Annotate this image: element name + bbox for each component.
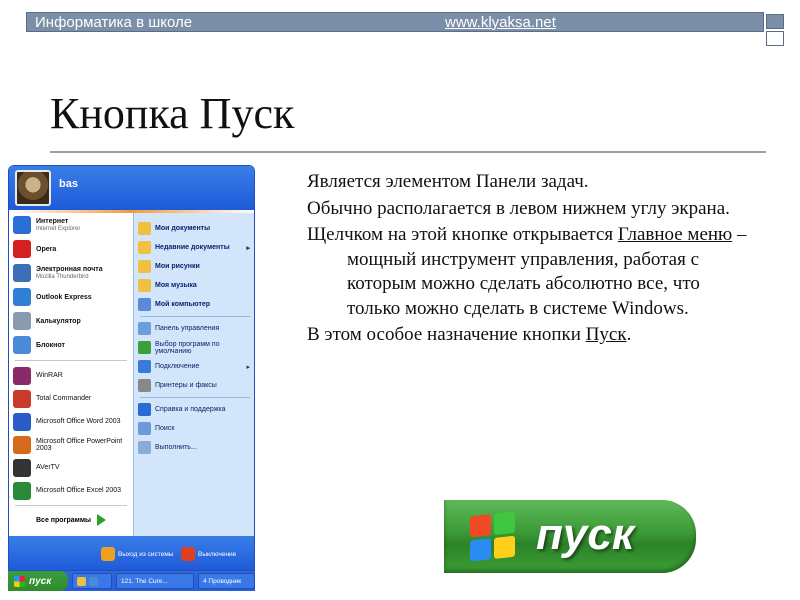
recent-program-item[interactable] <box>9 364 133 387</box>
start-menu-place-label: Подключение <box>155 363 200 370</box>
start-menu-item-text <box>36 318 81 325</box>
logoff-button[interactable] <box>101 546 173 562</box>
start-menu-item[interactable] <box>9 261 133 285</box>
start-menu-place-label: Моя музыка <box>155 282 197 289</box>
default-programs-icon <box>138 341 151 354</box>
start-menu-item-text <box>36 294 92 301</box>
start-menu-screenshot <box>8 165 255 571</box>
start-menu-item[interactable] <box>9 213 133 237</box>
title-divider <box>50 151 766 153</box>
start-menu-right-pane <box>133 213 255 536</box>
start-menu-footer <box>9 536 255 571</box>
taskbar-start-button[interactable] <box>8 571 68 591</box>
start-menu-place-label: Выбор программ по умолчанию <box>155 340 220 355</box>
taskbar-window-button[interactable] <box>116 573 194 589</box>
recent-program-label: Microsoft Office Excel 2003 <box>36 487 122 494</box>
start-menu-place-item[interactable] <box>134 376 255 395</box>
site-url-link[interactable]: www.klyaksa.net <box>445 14 556 31</box>
start-menu-item-label: Калькулятор <box>36 317 81 325</box>
start-menu-item[interactable] <box>9 333 133 357</box>
slide-body <box>307 170 747 350</box>
start-menu-place-label: Панель управления <box>155 325 220 332</box>
menu-separator <box>140 316 250 317</box>
start-menu-place-item[interactable] <box>134 257 255 276</box>
winrar-icon <box>13 367 31 385</box>
menu-separator <box>15 505 127 506</box>
header-decoration-square <box>766 14 784 29</box>
start-menu-place-label: Принтеры и факсы <box>155 382 217 389</box>
start-menu-place-label: Мой компьютер <box>155 301 211 308</box>
start-menu-item-text <box>36 342 65 349</box>
power-icon <box>181 547 195 561</box>
start-menu-item[interactable] <box>9 237 133 261</box>
taskbar <box>8 571 255 591</box>
notepad-icon <box>13 336 31 354</box>
windows-flag-icon <box>470 512 516 563</box>
submenu-arrow-icon: ▸ <box>246 363 250 371</box>
avertv-icon <box>13 459 31 477</box>
excel-icon <box>13 482 31 500</box>
word-icon <box>13 413 31 431</box>
control-panel-icon <box>138 322 151 335</box>
recent-program-item[interactable] <box>9 410 133 433</box>
start-link[interactable]: Пуск <box>585 324 627 345</box>
start-menu-item-label: Электронная почта <box>36 266 103 273</box>
menu-separator <box>15 360 127 361</box>
start-menu-item-label: Outlook Express <box>36 293 92 301</box>
bullet-4-text: В этом особое назначение кнопки <box>307 324 586 345</box>
tools-list <box>134 400 255 457</box>
bullet-2: Обычно располагается в левом нижнем углу экрана. <box>307 197 730 219</box>
search-icon <box>138 422 151 435</box>
site-title: Информатика в школе <box>35 14 193 31</box>
start-menu-item[interactable] <box>9 285 133 309</box>
recent-program-item[interactable] <box>9 433 133 456</box>
header-decoration-square <box>766 31 784 46</box>
opera-icon <box>13 240 31 258</box>
my-computer-icon <box>138 298 151 311</box>
bullet-4-period: . <box>626 324 632 345</box>
start-menu-place-label: Недавние документы <box>155 244 230 251</box>
recent-program-item[interactable] <box>9 387 133 410</box>
logoff-label: Выход из системы <box>118 550 174 558</box>
bullet-3 <box>307 223 747 321</box>
calculator-icon <box>13 312 31 330</box>
quick-launch-icon <box>77 577 86 586</box>
my-music-icon <box>138 279 151 292</box>
recent-programs <box>9 364 133 502</box>
start-menu-item-text <box>36 246 56 253</box>
my-documents-icon <box>138 222 151 235</box>
recent-program-label: WinRAR <box>36 372 63 379</box>
user-avatar <box>15 170 51 206</box>
taskbar-start-label: пуск <box>29 575 52 587</box>
recent-program-label: AVerTV <box>36 464 60 471</box>
start-button-label: пуск <box>536 510 635 559</box>
taskbar-window-label: 4 Проводник <box>203 577 242 585</box>
start-menu-place-item[interactable] <box>134 338 255 357</box>
main-menu-link[interactable]: Главное меню <box>617 224 733 245</box>
start-menu-place-item[interactable] <box>134 438 255 457</box>
start-menu-place-item[interactable] <box>134 295 255 314</box>
start-menu-place-item[interactable] <box>134 400 255 419</box>
quick-launch[interactable] <box>72 573 112 589</box>
run-icon <box>138 441 151 454</box>
menu-separator <box>140 397 250 398</box>
printers-icon <box>138 379 151 392</box>
taskbar-window-label: 121. The Cure... <box>121 577 168 585</box>
thunderbird-icon <box>13 264 31 282</box>
start-menu-place-item[interactable] <box>134 238 255 257</box>
total-commander-icon <box>13 390 31 408</box>
start-menu-item-label: Блокнот <box>36 341 65 349</box>
start-menu-place-label: Мои документы <box>155 225 211 232</box>
connect-icon <box>138 360 151 373</box>
bullet-3-text-rest: – мощный инструмент управления, работая с которым можно сделать абсолютно все, что только можно сделать в системе Windows. <box>347 224 747 319</box>
settings-list <box>134 319 255 395</box>
start-menu-place-item[interactable] <box>134 419 255 438</box>
start-menu-place-item[interactable] <box>134 357 255 376</box>
pinned-programs <box>9 213 133 357</box>
outlook-express-icon <box>13 288 31 306</box>
recent-program-label: Microsoft Office Word 2003 <box>36 418 121 425</box>
start-menu-item-text <box>36 218 80 232</box>
start-menu-item-label: Opera <box>36 245 57 253</box>
recent-program-item[interactable] <box>9 479 133 502</box>
site-header-bar <box>26 12 764 32</box>
start-menu-place-label: Мои рисунки <box>155 263 200 270</box>
my-pictures-icon <box>138 260 151 273</box>
start-menu-place-label: Поиск <box>155 425 175 432</box>
all-programs-row <box>9 509 133 531</box>
start-menu-item-sublabel: Internet Explorer <box>36 226 81 232</box>
start-menu-place-item[interactable] <box>134 219 255 238</box>
play-arrow-icon <box>97 514 106 526</box>
shutdown-button[interactable] <box>181 546 236 562</box>
powerpoint-icon <box>13 436 31 454</box>
start-menu-item-text <box>36 266 103 280</box>
slide-title: Кнопка Пуск <box>50 89 295 138</box>
logoff-icon <box>101 547 115 561</box>
start-menu-place-item[interactable] <box>134 319 255 338</box>
start-menu-place-label: Выполнить... <box>155 444 197 451</box>
start-menu-item-label: Интернет <box>36 218 69 225</box>
start-menu-header <box>9 166 254 210</box>
recent-program-item[interactable] <box>9 456 133 479</box>
windows-logo-icon <box>14 576 25 587</box>
all-programs-button[interactable] <box>9 509 133 531</box>
start-menu-item[interactable] <box>9 309 133 333</box>
bullet-1: Является элементом Панели задач. <box>307 171 589 192</box>
bullet-4 <box>307 323 747 348</box>
quick-launch-icon <box>89 577 98 586</box>
internet-explorer-icon <box>13 216 31 234</box>
taskbar-window-button[interactable] <box>198 573 255 589</box>
recent-program-label: Total Commander <box>36 395 92 402</box>
recent-documents-icon <box>138 241 151 254</box>
recent-program-label: Microsoft Office PowerPoint 2003 <box>36 437 123 452</box>
all-programs-label: Все программы <box>36 516 91 524</box>
start-menu-left-pane <box>9 213 133 536</box>
start-button-image <box>444 500 696 573</box>
places-list <box>134 219 255 314</box>
user-name: bas <box>59 178 78 190</box>
bullet-3-text: Щелчком на этой кнопке открывается <box>307 224 618 245</box>
start-menu-place-label: Справка и поддержка <box>155 406 226 413</box>
help-icon <box>138 403 151 416</box>
start-menu-item-sublabel: Mozilla Thunderbird <box>36 274 89 280</box>
shutdown-label: Выключение <box>198 550 237 558</box>
start-menu-place-item[interactable] <box>134 276 255 295</box>
submenu-arrow-icon: ▸ <box>246 244 250 252</box>
